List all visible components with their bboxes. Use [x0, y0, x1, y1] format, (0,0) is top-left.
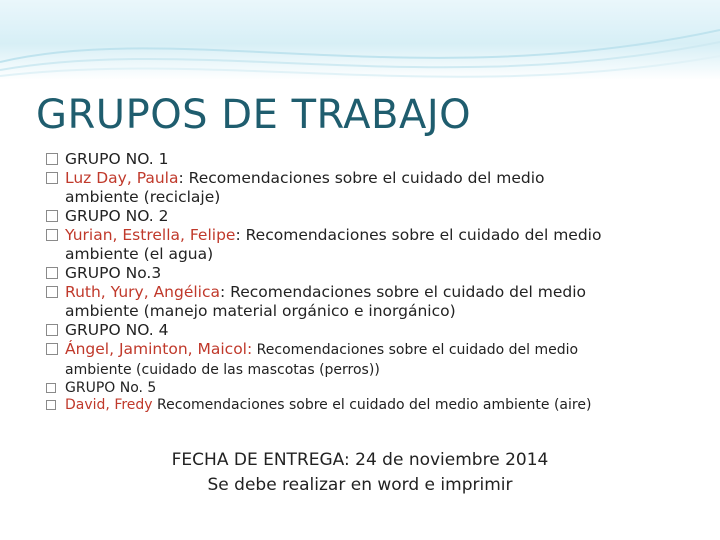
list-item: [46, 340, 706, 380]
bullet-icon: [46, 172, 58, 184]
list-item: [46, 169, 706, 207]
instructions: Se debe realizar en word e imprimir: [207, 475, 513, 495]
bullet-icon: [46, 286, 58, 298]
list-item: [46, 283, 706, 321]
page-title: GRUPOS DE TRABAJO: [36, 92, 472, 138]
item-text: GRUPO NO. 1: [65, 150, 169, 168]
bullet-icon: [46, 400, 56, 410]
group-list: [46, 150, 706, 414]
list-item: [46, 150, 706, 169]
decorative-header-band: [0, 0, 720, 80]
list-item: [46, 397, 706, 414]
item-text: : Recomendaciones sobre el cuidado del medio: [235, 226, 602, 244]
wave-decoration: [0, 0, 720, 80]
item-text-continued: ambiente (manejo material orgánico e inorgánico): [65, 302, 456, 320]
item-text-continued: ambiente (reciclaje): [65, 188, 221, 206]
member-names: Luz Day, Paula: [65, 169, 179, 187]
item-text: Recomendaciones sobre el cuidado del medio ambiente (aire): [152, 397, 592, 413]
item-text: GRUPO NO. 4: [65, 321, 169, 339]
bullet-icon: [46, 229, 58, 241]
item-text: : Recomendaciones sobre el cuidado del medio: [220, 283, 587, 301]
bullet-icon: [46, 324, 58, 336]
footer-note: [0, 448, 720, 498]
item-text: : Recomendaciones sobre el cuidado del medio: [178, 169, 545, 187]
bullet-icon: [46, 343, 58, 355]
bullet-icon: [46, 383, 56, 393]
bullet-icon: [46, 210, 58, 222]
member-names: Ruth, Yury, Angélica: [65, 283, 220, 301]
list-item: [46, 380, 706, 397]
item-text-continued: ambiente (cuidado de las mascotas (perros)): [65, 362, 380, 378]
member-names: David, Fredy: [65, 397, 153, 413]
item-text-continued: ambiente (el agua): [65, 245, 214, 263]
item-text: GRUPO No.3: [65, 264, 162, 282]
bullet-icon: [46, 153, 58, 165]
member-names: Ángel, Jaminton, Maicol:: [65, 340, 253, 358]
due-date: FECHA DE ENTREGA: 24 de noviembre 2014: [171, 450, 549, 470]
list-item: [46, 321, 706, 340]
item-text: GRUPO No. 5: [65, 380, 157, 396]
member-names: Yurian, Estrella, Felipe: [65, 226, 236, 244]
item-text: GRUPO NO. 2: [65, 207, 169, 225]
list-item: [46, 207, 706, 226]
bullet-icon: [46, 267, 58, 279]
list-item: [46, 226, 706, 264]
list-item: [46, 264, 706, 283]
item-text: Recomendaciones sobre el cuidado del medio: [252, 342, 579, 358]
